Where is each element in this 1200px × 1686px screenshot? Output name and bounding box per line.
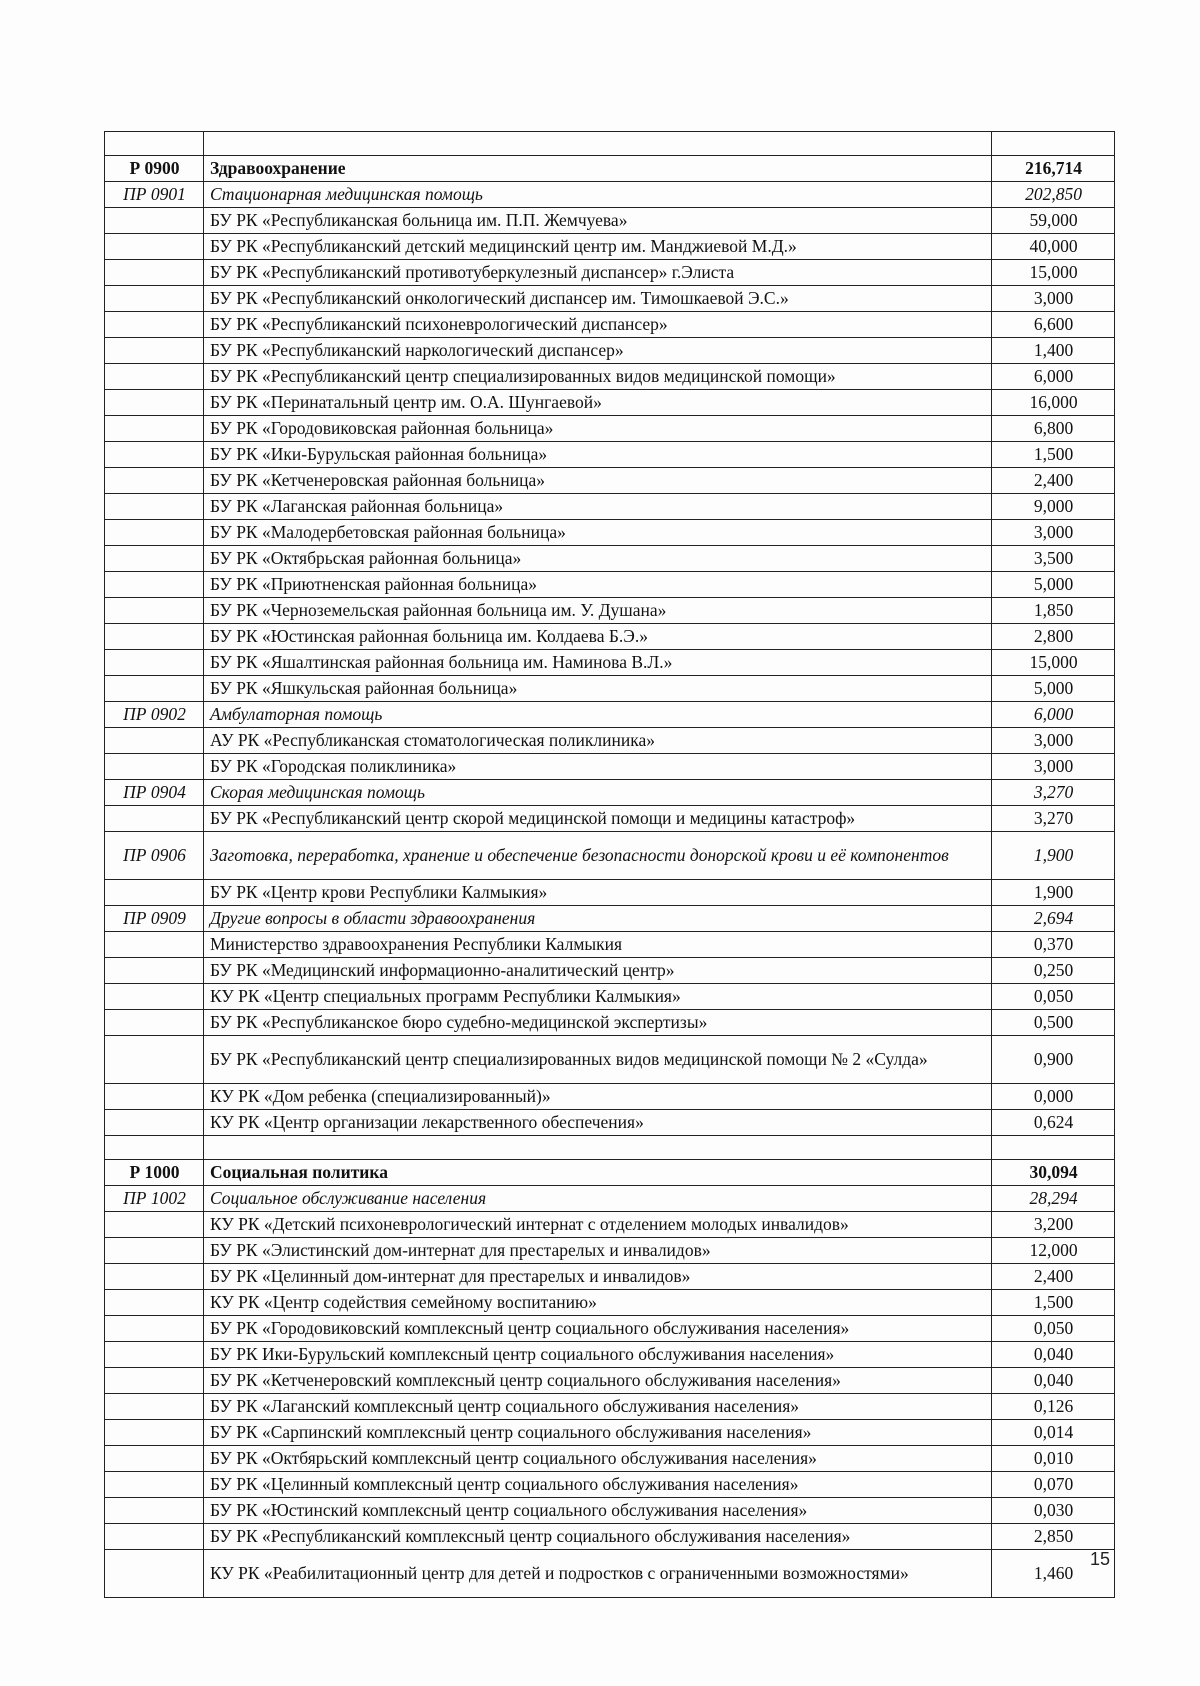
- amount-cell: 3,270: [992, 806, 1115, 832]
- name-cell: БУ РК «Республиканский центр специализированных видов медицинской помощи»: [204, 364, 992, 390]
- code-cell: Р 0900: [105, 156, 204, 182]
- code-cell: [105, 1316, 204, 1342]
- table-row: [105, 624, 1115, 650]
- amount-cell: 1,500: [992, 1290, 1115, 1316]
- page-number: 15: [1090, 1549, 1111, 1569]
- amount-cell: 0,040: [992, 1368, 1115, 1394]
- amount-cell: 2,400: [992, 468, 1115, 494]
- name-cell: КУ РК «Центр организации лекарственного обеспечения»: [204, 1110, 992, 1136]
- amount-cell: 0,014: [992, 1420, 1115, 1446]
- table-row: [105, 1342, 1115, 1368]
- table-row: [105, 416, 1115, 442]
- section-row: [105, 1160, 1115, 1186]
- amount-cell: 1,460: [992, 1550, 1115, 1598]
- code-cell: [105, 1498, 204, 1524]
- amount-cell: 15,000: [992, 650, 1115, 676]
- table-row: [105, 958, 1115, 984]
- table-row: [105, 1036, 1115, 1084]
- table-row: [105, 1084, 1115, 1110]
- code-cell: [105, 728, 204, 754]
- amount-cell: 1,500: [992, 442, 1115, 468]
- code-cell: ПР 0902: [105, 702, 204, 728]
- table-row: [105, 932, 1115, 958]
- code-cell: [105, 754, 204, 780]
- name-cell: Социальная политика: [204, 1160, 992, 1186]
- name-cell: БУ РК «Юстинская районная больница им. Колдаева Б.Э.»: [204, 624, 992, 650]
- code-cell: Р 1000: [105, 1160, 204, 1186]
- table-row: [105, 1446, 1115, 1472]
- name-cell: КУ РК «Детский психоневрологический интернат с отделением молодых инвалидов»: [204, 1212, 992, 1238]
- name-cell: БУ РК «Целинный дом-интернат для престарелых и инвалидов»: [204, 1264, 992, 1290]
- name-cell: БУ РК «Лаганский комплексный центр социального обслуживания населения»: [204, 1394, 992, 1420]
- code-cell: [105, 1550, 204, 1598]
- code-cell: [105, 234, 204, 260]
- code-cell: [105, 1136, 204, 1160]
- name-cell: БУ РК «Приютненская районная больница»: [204, 572, 992, 598]
- code-cell: ПР 0901: [105, 182, 204, 208]
- name-cell: Министерство здравоохранения Республики Калмыкия: [204, 932, 992, 958]
- code-cell: [105, 572, 204, 598]
- name-cell: БУ РК «Республиканский детский медицинский центр им. Манджиевой М.Д.»: [204, 234, 992, 260]
- table-row: [105, 1550, 1115, 1598]
- code-cell: [105, 880, 204, 906]
- amount-cell: 0,500: [992, 1010, 1115, 1036]
- amount-cell: 216,714: [992, 156, 1115, 182]
- table-row: [105, 312, 1115, 338]
- amount-cell: 0,126: [992, 1394, 1115, 1420]
- name-cell: АУ РК «Республиканская стоматологическая поликлиника»: [204, 728, 992, 754]
- name-cell: БУ РК «Ики-Бурульская районная больница»: [204, 442, 992, 468]
- code-cell: [105, 676, 204, 702]
- code-cell: [105, 932, 204, 958]
- code-cell: [105, 132, 204, 156]
- amount-cell: 3,200: [992, 1212, 1115, 1238]
- amount-cell: 2,800: [992, 624, 1115, 650]
- table-row: [105, 806, 1115, 832]
- name-cell: БУ РК «Яшалтинская районная больница им. Наминова В.Л.»: [204, 650, 992, 676]
- name-cell: БУ РК «Республиканский наркологический диспансер»: [204, 338, 992, 364]
- amount-cell: 0,900: [992, 1036, 1115, 1084]
- code-cell: [105, 1084, 204, 1110]
- code-cell: [105, 390, 204, 416]
- subsection-row: [105, 1186, 1115, 1212]
- amount-cell: 16,000: [992, 390, 1115, 416]
- table-row: [105, 1472, 1115, 1498]
- code-cell: [105, 260, 204, 286]
- table-row: [105, 364, 1115, 390]
- code-cell: ПР 0904: [105, 780, 204, 806]
- amount-cell: 5,000: [992, 572, 1115, 598]
- name-cell: БУ РК «Республиканский психоневрологический диспансер»: [204, 312, 992, 338]
- code-cell: ПР 0909: [105, 906, 204, 932]
- code-cell: [105, 650, 204, 676]
- table-row: [105, 1420, 1115, 1446]
- code-cell: [105, 208, 204, 234]
- name-cell: БУ РК «Кетченеровский комплексный центр социального обслуживания населения»: [204, 1368, 992, 1394]
- amount-cell: 3,500: [992, 546, 1115, 572]
- table-row: [105, 208, 1115, 234]
- table-row: [105, 260, 1115, 286]
- name-cell: БУ РК «Целинный комплексный центр социального обслуживания населения»: [204, 1472, 992, 1498]
- name-cell: БУ РК «Центр крови Республики Калмыкия»: [204, 880, 992, 906]
- code-cell: [105, 1110, 204, 1136]
- amount-cell: 6,000: [992, 702, 1115, 728]
- amount-cell: 6,800: [992, 416, 1115, 442]
- table-row: [105, 1394, 1115, 1420]
- amount-cell: 1,900: [992, 832, 1115, 880]
- code-cell: [105, 624, 204, 650]
- code-cell: [105, 1342, 204, 1368]
- code-cell: [105, 1010, 204, 1036]
- code-cell: [105, 286, 204, 312]
- table-row: [105, 546, 1115, 572]
- amount-cell: 3,000: [992, 520, 1115, 546]
- table-row: [105, 338, 1115, 364]
- code-cell: [105, 520, 204, 546]
- name-cell: БУ РК «Элистинский дом-интернат для престарелых и инвалидов»: [204, 1238, 992, 1264]
- subsection-row: [105, 906, 1115, 932]
- name-cell: БУ РК «Перинатальный центр им. О.А. Шунгаевой»: [204, 390, 992, 416]
- table-row: [105, 1524, 1115, 1550]
- table-row: [105, 754, 1115, 780]
- table-row: [105, 650, 1115, 676]
- name-cell: Скорая медицинская помощь: [204, 780, 992, 806]
- table-row: [105, 468, 1115, 494]
- name-cell: БУ РК «Лаганская районная больница»: [204, 494, 992, 520]
- name-cell: БУ РК «Яшкульская районная больница»: [204, 676, 992, 702]
- name-cell: БУ РК «Республиканская больница им. П.П. Жемчуева»: [204, 208, 992, 234]
- code-cell: [105, 984, 204, 1010]
- amount-cell: 0,050: [992, 984, 1115, 1010]
- code-cell: [105, 1212, 204, 1238]
- name-cell: Амбулаторная помощь: [204, 702, 992, 728]
- budget-table: [104, 131, 1115, 1598]
- name-cell: БУ РК «Республиканское бюро судебно-медицинской экспертизы»: [204, 1010, 992, 1036]
- code-cell: [105, 494, 204, 520]
- name-cell: БУ РК «Городовиковский комплексный центр социального обслуживания населения»: [204, 1316, 992, 1342]
- amount-cell: 0,040: [992, 1342, 1115, 1368]
- name-cell: Другие вопросы в области здравоохранения: [204, 906, 992, 932]
- amount-cell: 6,000: [992, 364, 1115, 390]
- amount-cell: 3,000: [992, 754, 1115, 780]
- code-cell: [105, 1394, 204, 1420]
- table-row: [105, 1110, 1115, 1136]
- table-row: [105, 984, 1115, 1010]
- code-cell: [105, 1238, 204, 1264]
- subsection-row: [105, 832, 1115, 880]
- name-cell: КУ РК «Дом ребенка (специализированный)»: [204, 1084, 992, 1110]
- name-cell: [204, 1136, 992, 1160]
- name-cell: Здравоохранение: [204, 156, 992, 182]
- code-cell: [105, 364, 204, 390]
- code-cell: ПР 1002: [105, 1186, 204, 1212]
- code-cell: [105, 416, 204, 442]
- code-cell: ПР 0906: [105, 832, 204, 880]
- table-row: [105, 494, 1115, 520]
- amount-cell: 6,600: [992, 312, 1115, 338]
- code-cell: [105, 1290, 204, 1316]
- table-row: [105, 390, 1115, 416]
- amount-cell: 202,850: [992, 182, 1115, 208]
- name-cell: БУ РК «Медицинский информационно-аналитический центр»: [204, 958, 992, 984]
- name-cell: БУ РК «Юстинский комплексный центр социального обслуживания населения»: [204, 1498, 992, 1524]
- amount-cell: 40,000: [992, 234, 1115, 260]
- name-cell: БУ РК «Республиканский онкологический диспансер им. Тимошкаевой Э.С.»: [204, 286, 992, 312]
- blank-row: [105, 132, 1115, 156]
- amount-cell: 12,000: [992, 1238, 1115, 1264]
- subsection-row: [105, 780, 1115, 806]
- amount-cell: 30,094: [992, 1160, 1115, 1186]
- amount-cell: 1,400: [992, 338, 1115, 364]
- table-row: [105, 520, 1115, 546]
- name-cell: БУ РК «Городовиковская районная больница»: [204, 416, 992, 442]
- code-cell: [105, 312, 204, 338]
- name-cell: БУ РК Ики-Бурульский комплексный центр социального обслуживания населения»: [204, 1342, 992, 1368]
- table-row: [105, 880, 1115, 906]
- amount-cell: [992, 1136, 1115, 1160]
- code-cell: [105, 1420, 204, 1446]
- subsection-row: [105, 702, 1115, 728]
- code-cell: [105, 338, 204, 364]
- code-cell: [105, 1368, 204, 1394]
- amount-cell: 2,694: [992, 906, 1115, 932]
- amount-cell: 0,050: [992, 1316, 1115, 1342]
- amount-cell: 3,270: [992, 780, 1115, 806]
- name-cell: КУ РК «Центр содействия семейному воспитанию»: [204, 1290, 992, 1316]
- amount-cell: 0,070: [992, 1472, 1115, 1498]
- amount-cell: 2,850: [992, 1524, 1115, 1550]
- code-cell: [105, 1472, 204, 1498]
- name-cell: БУ РК «Республиканский противотуберкулезный диспансер» г.Элиста: [204, 260, 992, 286]
- table-row: [105, 442, 1115, 468]
- name-cell: БУ РК «Республиканский комплексный центр социального обслуживания населения»: [204, 1524, 992, 1550]
- amount-cell: 15,000: [992, 260, 1115, 286]
- table-row: [105, 1290, 1115, 1316]
- amount-cell: 0,000: [992, 1084, 1115, 1110]
- amount-cell: 3,000: [992, 286, 1115, 312]
- table-row: [105, 1212, 1115, 1238]
- code-cell: [105, 598, 204, 624]
- name-cell: БУ РК «Республиканский центр скорой медицинской помощи и медицины катастроф»: [204, 806, 992, 832]
- name-cell: БУ РК «Черноземельская районная больница им. У. Душана»: [204, 598, 992, 624]
- amount-cell: 0,370: [992, 932, 1115, 958]
- table-row: [105, 1264, 1115, 1290]
- name-cell: БУ РК «Городская поликлиника»: [204, 754, 992, 780]
- amount-cell: 2,400: [992, 1264, 1115, 1290]
- code-cell: [105, 958, 204, 984]
- table-row: [105, 1316, 1115, 1342]
- table-row: [105, 728, 1115, 754]
- table-row: [105, 676, 1115, 702]
- table-row: [105, 286, 1115, 312]
- amount-cell: 0,010: [992, 1446, 1115, 1472]
- amount-cell: 0,030: [992, 1498, 1115, 1524]
- amount-cell: 59,000: [992, 208, 1115, 234]
- amount-cell: 28,294: [992, 1186, 1115, 1212]
- table-row: [105, 1368, 1115, 1394]
- name-cell: Стационарная медицинская помощь: [204, 182, 992, 208]
- name-cell: КУ РК «Центр специальных программ Республики Калмыкия»: [204, 984, 992, 1010]
- code-cell: [105, 1036, 204, 1084]
- table-row: [105, 598, 1115, 624]
- amount-cell: 5,000: [992, 676, 1115, 702]
- budget-table-body: [105, 132, 1115, 1598]
- code-cell: [105, 442, 204, 468]
- code-cell: [105, 546, 204, 572]
- name-cell: БУ РК «Октбярьский комплексный центр социального обслуживания населения»: [204, 1446, 992, 1472]
- name-cell: БУ РК «Республиканский центр специализированных видов медицинской помощи № 2 «Сулда»: [204, 1036, 992, 1084]
- table-row: [105, 572, 1115, 598]
- code-cell: [105, 1446, 204, 1472]
- code-cell: [105, 1264, 204, 1290]
- name-cell: Социальное обслуживание населения: [204, 1186, 992, 1212]
- amount-cell: 1,850: [992, 598, 1115, 624]
- amount-cell: 0,250: [992, 958, 1115, 984]
- table-row: [105, 1498, 1115, 1524]
- name-cell: Заготовка, переработка, хранение и обеспечение безопасности донорской крови и её компонентов: [204, 832, 992, 880]
- code-cell: [105, 806, 204, 832]
- table-row: [105, 1010, 1115, 1036]
- name-cell: [204, 132, 992, 156]
- amount-cell: [992, 132, 1115, 156]
- name-cell: КУ РК «Реабилитационный центр для детей и подростков с ограниченными возможностями»: [204, 1550, 992, 1598]
- name-cell: БУ РК «Малодербетовская районная больница»: [204, 520, 992, 546]
- table-row: [105, 1238, 1115, 1264]
- table-row: [105, 234, 1115, 260]
- amount-cell: 3,000: [992, 728, 1115, 754]
- name-cell: БУ РК «Октябрьская районная больница»: [204, 546, 992, 572]
- name-cell: БУ РК «Кетченеровская районная больница»: [204, 468, 992, 494]
- amount-cell: 1,900: [992, 880, 1115, 906]
- code-cell: [105, 468, 204, 494]
- code-cell: [105, 1524, 204, 1550]
- blank-row: [105, 1136, 1115, 1160]
- section-row: [105, 156, 1115, 182]
- amount-cell: 0,624: [992, 1110, 1115, 1136]
- subsection-row: [105, 182, 1115, 208]
- name-cell: БУ РК «Сарпинский комплексный центр социального обслуживания населения»: [204, 1420, 992, 1446]
- amount-cell: 9,000: [992, 494, 1115, 520]
